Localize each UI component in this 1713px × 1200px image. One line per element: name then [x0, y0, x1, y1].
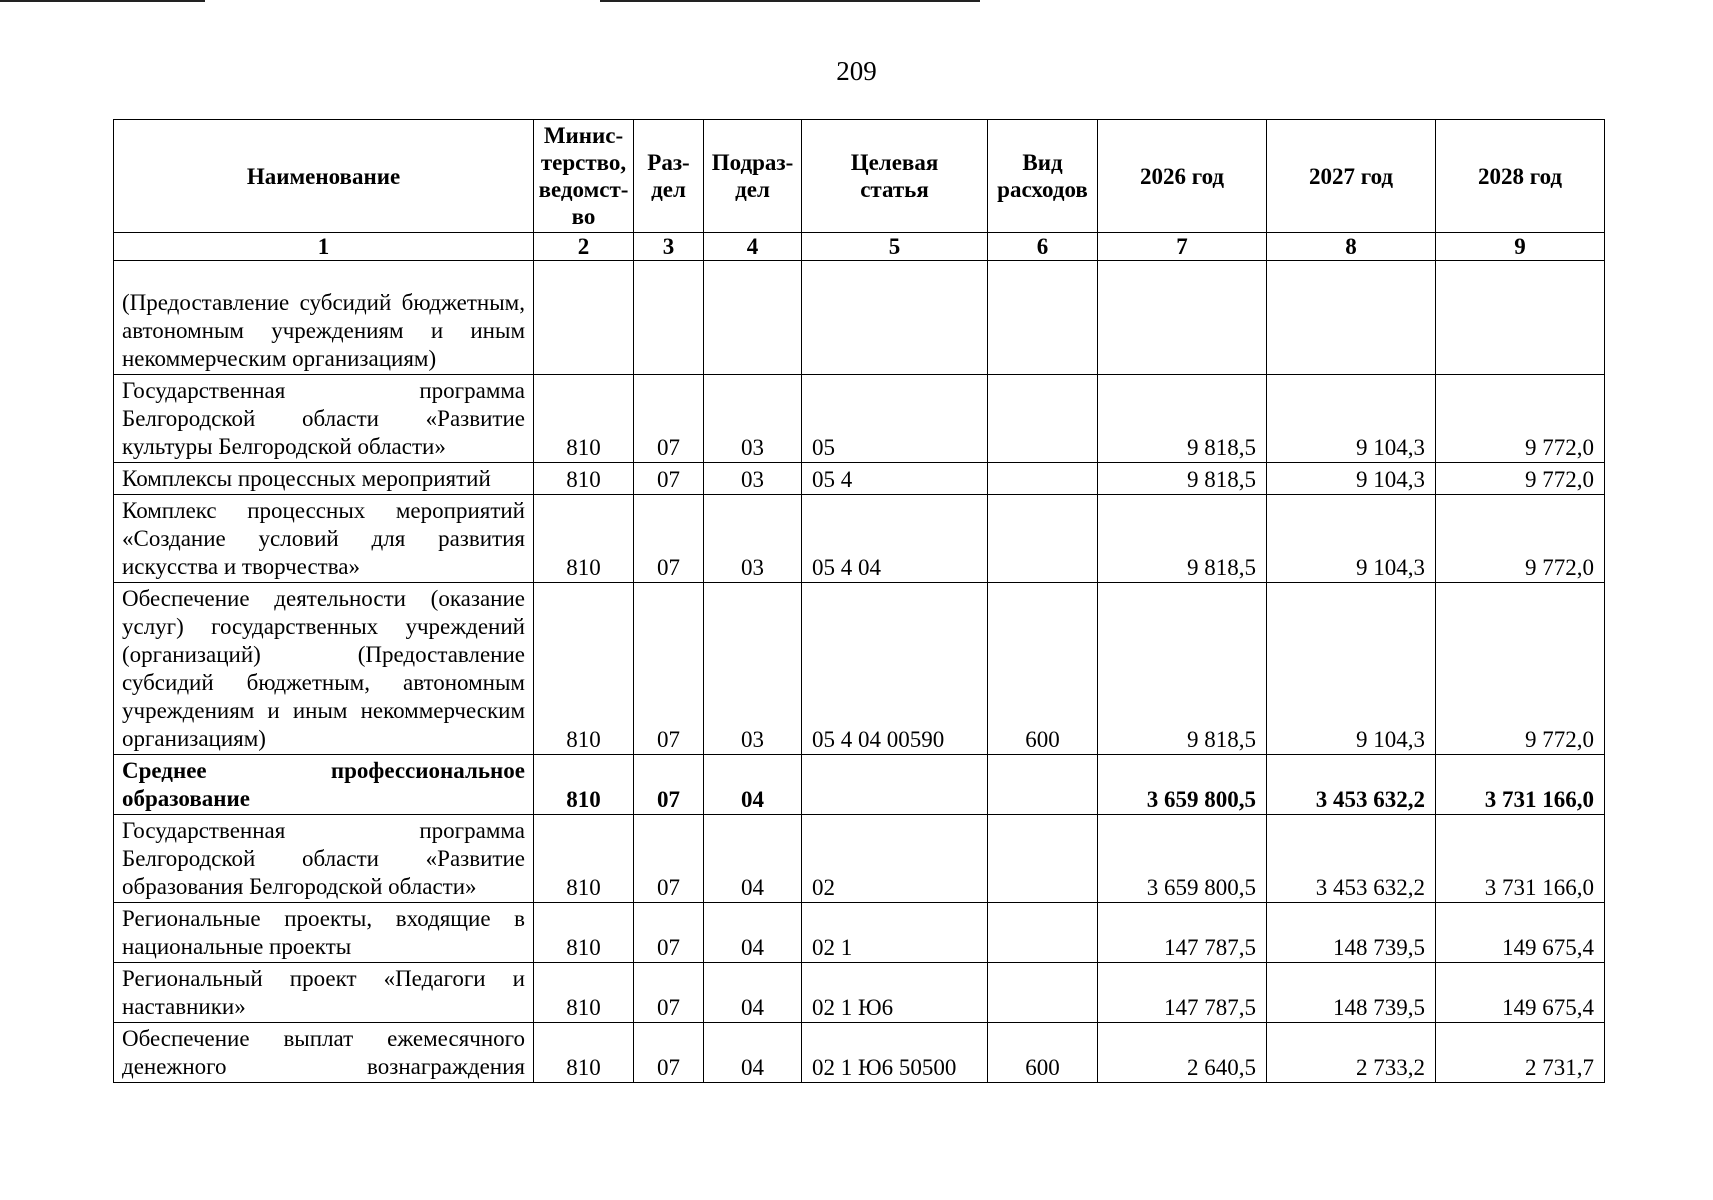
scan-edge-line-right: [600, 0, 980, 2]
table-row: [114, 903, 1605, 963]
page-number: 209: [836, 56, 877, 86]
table-row: [114, 963, 1605, 1023]
row-expense-type: 600: [988, 1023, 1098, 1083]
row-expense-type: [988, 963, 1098, 1023]
row-2027: 2 733,2: [1267, 1023, 1436, 1083]
column-number: 7: [1098, 233, 1267, 261]
row-section: 07: [634, 463, 704, 495]
row-target: [802, 755, 988, 815]
row-ministry: 810: [534, 583, 634, 755]
table-row: [114, 583, 1605, 755]
row-2028: [1436, 261, 1605, 375]
row-subsection: 04: [704, 755, 802, 815]
row-name: Комплексы процессных мероприятий: [114, 463, 534, 495]
row-section: 07: [634, 375, 704, 463]
row-section: 07: [634, 1023, 704, 1083]
row-2028: 9 772,0: [1436, 583, 1605, 755]
row-2026: 9 818,5: [1098, 495, 1267, 583]
row-2028: 9 772,0: [1436, 375, 1605, 463]
row-target: 02 1 Ю6: [802, 963, 988, 1023]
row-2028: 9 772,0: [1436, 463, 1605, 495]
row-2026: 3 659 800,5: [1098, 815, 1267, 903]
column-number: 3: [634, 233, 704, 261]
row-name: Региональные проекты, входящие в национальные проекты: [114, 903, 534, 963]
row-2028: 3 731 166,0: [1436, 755, 1605, 815]
row-target: [802, 261, 988, 375]
row-name: (Предоставление субсидий бюджетным, автономным учреждениям и иным некоммерческим организациям): [114, 261, 534, 375]
column-number-row: [114, 233, 1605, 261]
row-expense-type: [988, 261, 1098, 375]
header-2026: 2026 год: [1098, 120, 1267, 233]
row-subsection: 04: [704, 963, 802, 1023]
header-expense-type: Вид расходов: [988, 120, 1098, 233]
row-section: 07: [634, 495, 704, 583]
row-2027: 9 104,3: [1267, 495, 1436, 583]
row-section: 07: [634, 963, 704, 1023]
row-ministry: 810: [534, 463, 634, 495]
row-target: 05 4 04: [802, 495, 988, 583]
row-section: 07: [634, 583, 704, 755]
row-2028: 3 731 166,0: [1436, 815, 1605, 903]
row-2026: 9 818,5: [1098, 463, 1267, 495]
row-section: 07: [634, 815, 704, 903]
header-row: [114, 120, 1605, 233]
row-ministry: 810: [534, 755, 634, 815]
budget-table: [113, 119, 1605, 1083]
row-2027: 3 453 632,2: [1267, 815, 1436, 903]
row-name: Обеспечение деятельности (оказание услуг) государственных учреждений (организаций) (Предоставление субсидий бюджетным, автономным учреждениям и иным некоммерческим организациям): [114, 583, 534, 755]
row-target: 02 1 Ю6 50500: [802, 1023, 988, 1083]
table-row: [114, 815, 1605, 903]
row-subsection: [704, 261, 802, 375]
row-name: Государственная программа Белгородской области «Развитие культуры Белгородской области»: [114, 375, 534, 463]
header-target: Целевая статья: [802, 120, 988, 233]
table-row: [114, 1023, 1605, 1083]
row-target: 02: [802, 815, 988, 903]
row-section: 07: [634, 903, 704, 963]
row-name: Государственная программа Белгородской области «Развитие образования Белгородской области»: [114, 815, 534, 903]
row-ministry: 810: [534, 963, 634, 1023]
row-ministry: [534, 261, 634, 375]
row-section: 07: [634, 755, 704, 815]
row-2027: 9 104,3: [1267, 583, 1436, 755]
table-row: [114, 495, 1605, 583]
row-expense-type: [988, 755, 1098, 815]
row-2026: 9 818,5: [1098, 375, 1267, 463]
row-subsection: 03: [704, 583, 802, 755]
row-expense-type: [988, 463, 1098, 495]
row-subsection: 04: [704, 903, 802, 963]
row-2026: 147 787,5: [1098, 903, 1267, 963]
row-2028: 149 675,4: [1436, 963, 1605, 1023]
header-2028: 2028 год: [1436, 120, 1605, 233]
column-number: 8: [1267, 233, 1436, 261]
row-subsection: 03: [704, 495, 802, 583]
row-2026: 147 787,5: [1098, 963, 1267, 1023]
row-2026: [1098, 261, 1267, 375]
row-name: Комплекс процессных мероприятий «Создание условий для развития искусства и творчества»: [114, 495, 534, 583]
row-subsection: 04: [704, 1023, 802, 1083]
column-number: 2: [534, 233, 634, 261]
row-expense-type: 600: [988, 583, 1098, 755]
row-name: Обеспечение выплат ежемесячного денежного вознаграждения: [114, 1023, 534, 1083]
row-name: Региональный проект «Педагоги и наставники»: [114, 963, 534, 1023]
header-subsection: Подраз- дел: [704, 120, 802, 233]
row-2026: 3 659 800,5: [1098, 755, 1267, 815]
column-number: 6: [988, 233, 1098, 261]
row-subsection: 04: [704, 815, 802, 903]
row-2026: 9 818,5: [1098, 583, 1267, 755]
row-2028: 9 772,0: [1436, 495, 1605, 583]
header-name: Наименование: [114, 120, 534, 233]
table-row: [114, 463, 1605, 495]
row-2027: 9 104,3: [1267, 375, 1436, 463]
row-ministry: 810: [534, 815, 634, 903]
row-ministry: 810: [534, 903, 634, 963]
row-2027: 148 739,5: [1267, 903, 1436, 963]
column-number: 5: [802, 233, 988, 261]
row-expense-type: [988, 903, 1098, 963]
column-number: 1: [114, 233, 534, 261]
row-2028: 2 731,7: [1436, 1023, 1605, 1083]
table-row: [114, 261, 1605, 375]
row-2027: 148 739,5: [1267, 963, 1436, 1023]
row-2027: 3 453 632,2: [1267, 755, 1436, 815]
row-target: 05: [802, 375, 988, 463]
column-number: 4: [704, 233, 802, 261]
table-row: [114, 375, 1605, 463]
row-ministry: 810: [534, 495, 634, 583]
row-expense-type: [988, 495, 1098, 583]
row-target: 05 4: [802, 463, 988, 495]
row-2028: 149 675,4: [1436, 903, 1605, 963]
row-name: Среднее профессиональное образование: [114, 755, 534, 815]
header-ministry: Минис- терство, ведомст- во: [534, 120, 634, 233]
row-expense-type: [988, 375, 1098, 463]
row-expense-type: [988, 815, 1098, 903]
row-target: 02 1: [802, 903, 988, 963]
column-number: 9: [1436, 233, 1605, 261]
scan-edge-line-left: [0, 0, 205, 2]
row-ministry: 810: [534, 1023, 634, 1083]
row-subsection: 03: [704, 463, 802, 495]
row-2026: 2 640,5: [1098, 1023, 1267, 1083]
row-subsection: 03: [704, 375, 802, 463]
row-ministry: 810: [534, 375, 634, 463]
table-row: [114, 755, 1605, 815]
row-2027: [1267, 261, 1436, 375]
header-2027: 2027 год: [1267, 120, 1436, 233]
row-section: [634, 261, 704, 375]
header-section: Раз- дел: [634, 120, 704, 233]
row-2027: 9 104,3: [1267, 463, 1436, 495]
row-target: 05 4 04 00590: [802, 583, 988, 755]
